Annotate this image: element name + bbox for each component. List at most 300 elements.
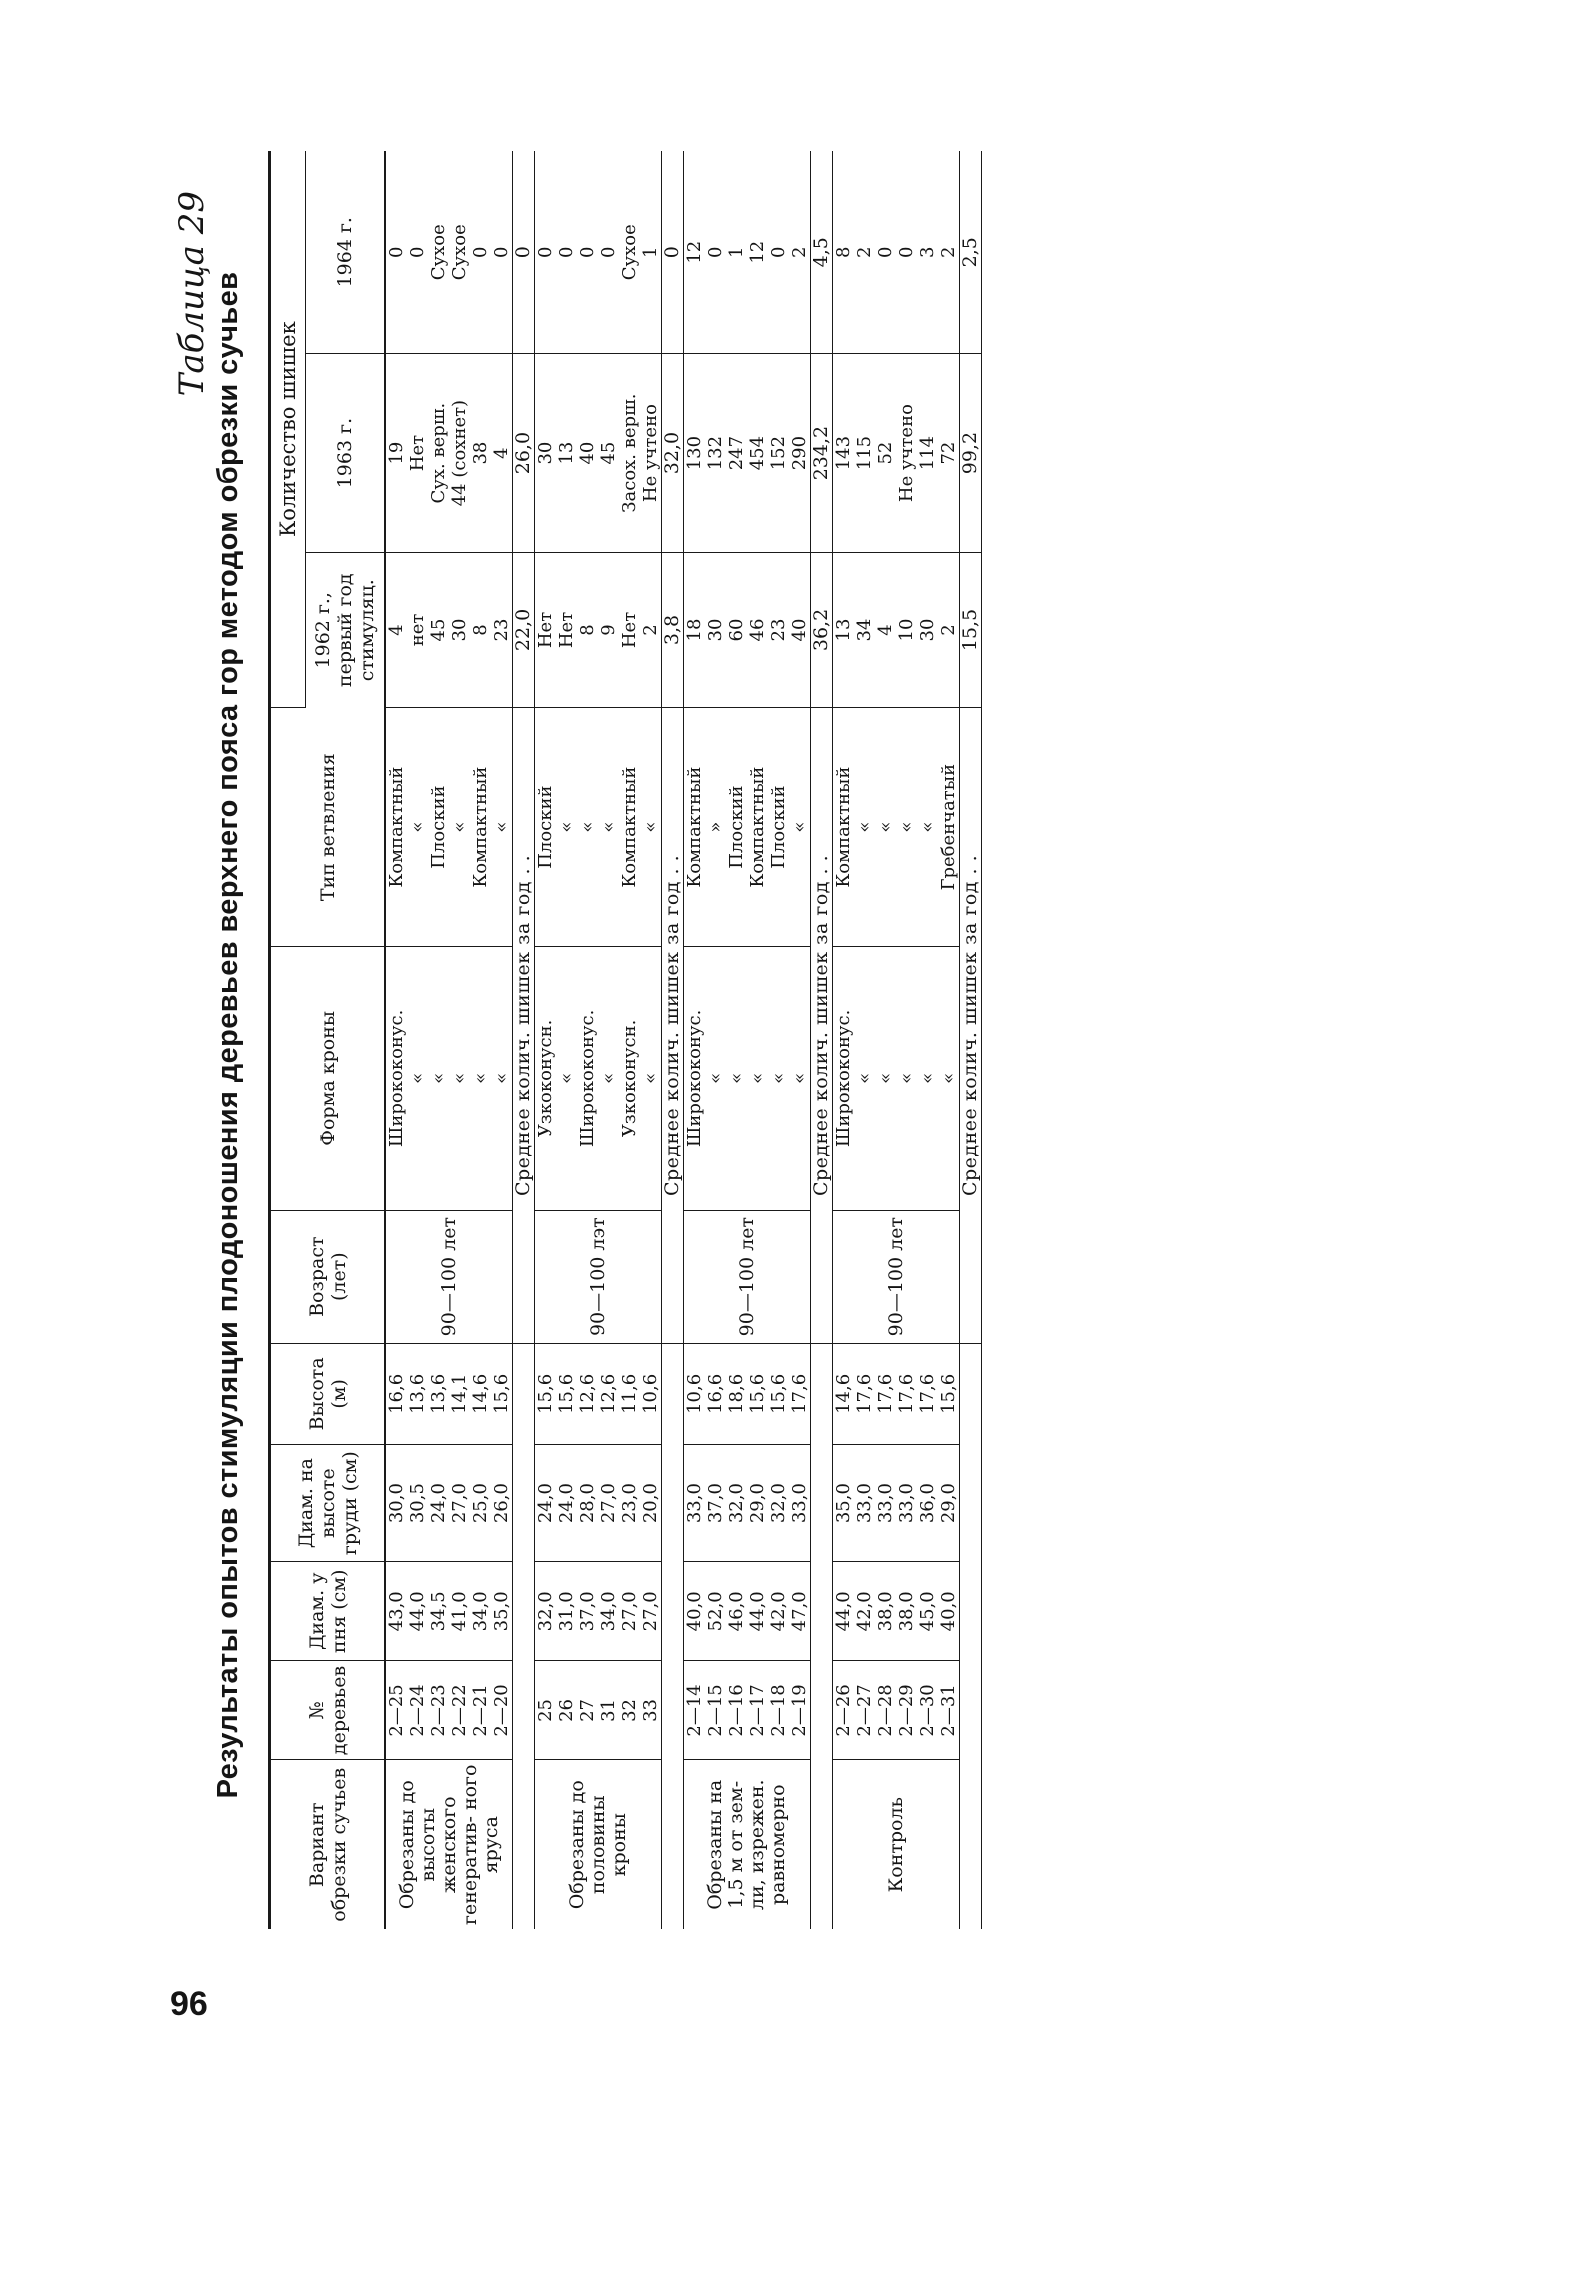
cell-value: Узкоконусн.: [535, 1019, 556, 1138]
cell-value: 143: [833, 435, 854, 471]
cell-value: 0: [470, 246, 491, 258]
cell-value: 33,0: [896, 1483, 917, 1524]
cell-value: 52: [875, 441, 896, 465]
cell-value: Ширококонус.: [386, 1009, 407, 1148]
cell-value: 14,1: [449, 1373, 470, 1414]
cell-value: Нет: [407, 434, 428, 472]
header-tree-no: № деревьев: [270, 1661, 386, 1760]
cell-value: 33,0: [854, 1483, 875, 1524]
cell-value: 290: [789, 435, 810, 471]
cell-value: Не учтено: [640, 404, 661, 503]
average-row-spacer: [960, 1343, 982, 1929]
cell-value: Плоский: [726, 785, 747, 869]
cell-value: Сухое: [619, 224, 640, 281]
cell-value: «: [896, 821, 917, 833]
crown-forms: [385, 947, 513, 1211]
average-row: [662, 151, 684, 1929]
cell-value: 2: [854, 246, 875, 258]
cell-value: 33,0: [789, 1483, 810, 1524]
cell-value: 30: [917, 618, 938, 642]
cell-value: 2—18: [768, 1684, 789, 1737]
cell-value: Компактный: [619, 766, 640, 888]
cell-value: 0: [577, 246, 598, 258]
cell-value: 44,0: [833, 1591, 854, 1632]
table-row: [535, 151, 662, 1929]
cell-value: 46: [747, 618, 768, 642]
cell-value: 2—26: [833, 1684, 854, 1737]
cell-value: 2—25: [386, 1684, 407, 1737]
cell-value: 0: [491, 246, 512, 258]
cell-value: 8: [470, 624, 491, 636]
cell-value: 2—20: [491, 1684, 512, 1737]
cell-value: 31: [598, 1698, 619, 1722]
cell-value: «: [875, 821, 896, 833]
cell-value: Ширококонус.: [684, 1009, 705, 1148]
cones-1962: [833, 552, 960, 707]
cell-value: 28,0: [577, 1483, 598, 1524]
cell-value: 40: [577, 441, 598, 465]
cell-value: 46,0: [726, 1591, 747, 1632]
cones-1964: [833, 151, 960, 354]
cell-value: 33,0: [875, 1483, 896, 1524]
average-value: 234,2: [811, 354, 833, 552]
tree-numbers: [535, 1661, 662, 1760]
cell-value: «: [789, 821, 810, 833]
cell-value: 2—17: [747, 1684, 768, 1737]
cell-value: 37,0: [705, 1483, 726, 1524]
cell-value: «: [491, 1072, 512, 1084]
cell-value: «: [449, 821, 470, 833]
cell-value: 40,0: [938, 1591, 959, 1632]
height-values: [385, 1343, 513, 1444]
cell-value: «: [938, 1072, 959, 1084]
cell-value: 0: [386, 246, 407, 258]
cell-value: 29,0: [938, 1483, 959, 1524]
cones-1962: [535, 552, 662, 707]
cell-value: Компактный: [747, 766, 768, 888]
cell-value: 24,0: [428, 1483, 449, 1524]
rotated-table-sheet: [170, 135, 1500, 1935]
cell-value: 8: [577, 624, 598, 636]
cell-value: 23,0: [619, 1483, 640, 1524]
cell-value: «: [917, 821, 938, 833]
cell-value: 12: [684, 240, 705, 264]
cell-value: Нет: [619, 611, 640, 649]
cell-value: 3: [917, 246, 938, 258]
cell-value: «: [556, 1072, 577, 1084]
tree-numbers: [833, 1661, 960, 1760]
cell-value: 33,0: [684, 1483, 705, 1524]
cell-value: 2—14: [684, 1684, 705, 1737]
average-label: Среднее колич. шишек за год . .: [662, 708, 684, 1343]
cell-value: 29,0: [747, 1483, 768, 1524]
header-1963: 1963 г.: [306, 354, 386, 552]
cell-value: 11,6: [619, 1373, 640, 1414]
cell-value: 27: [577, 1698, 598, 1722]
average-row: [811, 151, 833, 1929]
cell-value: Плоский: [535, 785, 556, 869]
cones-1964: [385, 151, 513, 354]
cell-value: 12,6: [598, 1373, 619, 1414]
cell-value: 31,0: [556, 1591, 577, 1632]
cell-value: 2—22: [449, 1684, 470, 1737]
cell-value: 16,6: [705, 1373, 726, 1414]
cell-value: 17,6: [789, 1373, 810, 1414]
cones-1964: [684, 151, 811, 354]
cell-value: 13: [556, 441, 577, 465]
cell-value: «: [428, 1072, 449, 1084]
cell-value: 2—21: [470, 1684, 491, 1737]
age-cell: 90—100 лет: [684, 1210, 811, 1343]
cell-value: 19: [386, 441, 407, 465]
cell-value: 10,6: [684, 1373, 705, 1414]
cell-value: Сух. верш.: [428, 402, 449, 504]
cell-value: 24,0: [556, 1483, 577, 1524]
table-title: Результаты опытов стимуляции плодоношения деревьев верхнего пояса гор методом обрезки сучьев: [212, 271, 244, 1799]
diam-base-values: [535, 1562, 662, 1661]
average-row-spacer: [811, 1343, 833, 1929]
height-values: [535, 1343, 662, 1444]
crown-forms: [684, 947, 811, 1211]
cell-value: 13,6: [407, 1373, 428, 1414]
average-row: [960, 151, 982, 1929]
diam-breast-values: [684, 1445, 811, 1562]
cell-value: 0: [407, 246, 428, 258]
diam-base-values: [385, 1562, 513, 1661]
cell-value: Компактный: [833, 766, 854, 888]
cell-value: Нет: [556, 611, 577, 649]
cell-value: 44,0: [747, 1591, 768, 1632]
cell-value: 27,0: [598, 1483, 619, 1524]
cell-value: 17,6: [854, 1373, 875, 1414]
height-values: [833, 1343, 960, 1444]
variant-label: Обрезаны на 1,5 м от зем- ли, изрежен. равномерно: [704, 1779, 789, 1911]
cell-value: 14,6: [833, 1373, 854, 1414]
average-value: 3,8: [662, 552, 684, 707]
cell-value: 38,0: [896, 1591, 917, 1632]
cell-value: 2—27: [854, 1684, 875, 1737]
cell-value: 25: [535, 1698, 556, 1722]
age-cell: 90—100 лет: [385, 1210, 513, 1343]
cell-value: 15,6: [938, 1373, 959, 1414]
cell-value: 72: [938, 441, 959, 465]
cell-value: 130: [684, 435, 705, 471]
cell-value: 45: [598, 441, 619, 465]
cell-value: «: [598, 821, 619, 833]
cell-value: «: [491, 821, 512, 833]
cell-value: 20,0: [640, 1483, 661, 1524]
cell-value: 4: [386, 624, 407, 636]
cell-value: «: [407, 821, 428, 833]
cell-value: 13: [833, 618, 854, 642]
cell-value: Гребенчатый: [938, 763, 959, 891]
diam-breast-values: [535, 1445, 662, 1562]
header-crown: Форма кроны: [270, 947, 386, 1211]
cell-value: Плоский: [428, 785, 449, 869]
tree-numbers: [684, 1661, 811, 1760]
cell-value: 32: [619, 1698, 640, 1722]
table-label: Таблица 29: [172, 191, 212, 397]
cell-value: «: [598, 1072, 619, 1084]
cell-value: 8: [833, 246, 854, 258]
average-value: 22,0: [513, 552, 535, 707]
cell-value: 2: [938, 624, 959, 636]
cell-value: 10,6: [640, 1373, 661, 1414]
header-diam-base: Диам. у пня (см): [270, 1562, 386, 1661]
average-row-spacer: [662, 1343, 684, 1929]
cell-value: 15,6: [491, 1373, 512, 1414]
tree-numbers: [385, 1661, 513, 1760]
age-cell: 90—100 лет: [833, 1210, 960, 1343]
cell-value: «: [640, 1072, 661, 1084]
cell-value: 12: [747, 240, 768, 264]
cell-value: Компактный: [470, 766, 491, 888]
cell-value: »: [705, 821, 726, 833]
branching-types: [535, 708, 662, 947]
cell-value: 0: [556, 246, 577, 258]
cell-value: «: [470, 1072, 491, 1084]
cell-value: «: [640, 821, 661, 833]
cones-1962: [684, 552, 811, 707]
average-value: 99,2: [960, 354, 982, 552]
cell-value: 2: [640, 624, 661, 636]
page-number: 96: [170, 1985, 208, 2023]
branching-types: [385, 708, 513, 947]
cones-1962: [385, 552, 513, 707]
cell-value: 45: [428, 618, 449, 642]
cell-value: 152: [768, 435, 789, 471]
cell-value: 30: [535, 441, 556, 465]
cell-value: 42,0: [854, 1591, 875, 1632]
cell-value: 23: [768, 618, 789, 642]
cell-value: 23: [491, 618, 512, 642]
cell-value: 10: [896, 618, 917, 642]
crown-forms: [535, 947, 662, 1211]
cell-value: 0: [875, 246, 896, 258]
cell-value: 18: [684, 618, 705, 642]
average-value: 15,5: [960, 552, 982, 707]
cell-value: 15,6: [747, 1373, 768, 1414]
cell-value: Не учтено: [896, 404, 917, 503]
cell-value: 454: [747, 435, 768, 471]
cell-value: «: [789, 1072, 810, 1084]
cell-value: 114: [917, 435, 938, 471]
cell-value: 30,0: [386, 1483, 407, 1524]
table-row: [385, 151, 513, 1929]
cell-value: 247: [726, 435, 747, 471]
cell-value: 2: [938, 246, 959, 258]
cell-value: 27,0: [640, 1591, 661, 1632]
cell-value: 32,0: [726, 1483, 747, 1524]
cell-value: 0: [705, 246, 726, 258]
header-age: Возраст (лет): [270, 1210, 386, 1343]
cell-value: 32,0: [768, 1483, 789, 1524]
cell-value: «: [768, 1072, 789, 1084]
cell-value: Нет: [535, 611, 556, 649]
cell-value: 2—29: [896, 1684, 917, 1737]
variant-label: Контроль: [884, 1797, 907, 1893]
header-cones-group: Количество шишек: [270, 151, 306, 708]
header-variant: Вариант обрезки сучьев: [270, 1760, 386, 1929]
average-label: Среднее колич. шишек за год . .: [513, 708, 535, 1343]
cell-value: 16,6: [386, 1373, 407, 1414]
average-label: Среднее колич. шишек за год . .: [960, 708, 982, 1343]
cell-value: Узкоконусн.: [619, 1019, 640, 1138]
cell-value: 17,6: [875, 1373, 896, 1414]
cell-value: «: [875, 1072, 896, 1084]
cell-value: 2—24: [407, 1684, 428, 1737]
diam-base-values: [833, 1562, 960, 1661]
cell-value: 47,0: [789, 1591, 810, 1632]
cell-value: 44,0: [407, 1591, 428, 1632]
cell-value: «: [705, 1072, 726, 1084]
cell-value: 17,6: [917, 1373, 938, 1414]
cell-value: «: [577, 821, 598, 833]
cell-value: 1: [726, 246, 747, 258]
cell-value: 132: [705, 435, 726, 471]
cell-value: 12,6: [577, 1373, 598, 1414]
cell-value: 17,6: [896, 1373, 917, 1414]
cell-value: Ширококонус.: [577, 1009, 598, 1148]
cell-value: 36,0: [917, 1483, 938, 1524]
diam-breast-values: [385, 1445, 513, 1562]
cell-value: 27,0: [449, 1483, 470, 1524]
branching-types: [833, 708, 960, 947]
cones-1963: [385, 354, 513, 552]
cell-value: 0: [896, 246, 917, 258]
cell-value: 52,0: [705, 1591, 726, 1632]
header-diam-breast: Диам. на высоте груди (см): [270, 1445, 386, 1562]
cell-value: 0: [598, 246, 619, 258]
cell-value: 41,0: [449, 1591, 470, 1632]
cell-value: 2—16: [726, 1684, 747, 1737]
cell-value: 32,0: [535, 1591, 556, 1632]
cell-value: 30,5: [407, 1483, 428, 1524]
cell-value: 40,0: [684, 1591, 705, 1632]
cell-value: 0: [768, 246, 789, 258]
cell-value: 34: [854, 618, 875, 642]
variant-label: Обрезаны до высоты женского генератив- ного яруса: [395, 1764, 502, 1925]
cell-value: 2—30: [917, 1684, 938, 1737]
cell-value: 30: [705, 618, 726, 642]
cell-value: Сухое: [428, 224, 449, 281]
table-row: [684, 151, 811, 1929]
header-1964: 1964 г.: [306, 151, 386, 354]
cell-value: 42,0: [768, 1591, 789, 1632]
cones-1963: [684, 354, 811, 552]
cell-value: «: [449, 1072, 470, 1084]
cell-value: 33: [640, 1698, 661, 1722]
cell-value: 2—23: [428, 1684, 449, 1737]
average-row-spacer: [513, 1343, 535, 1929]
cell-value: 34,5: [428, 1591, 449, 1632]
cell-value: 34,0: [470, 1591, 491, 1632]
cell-value: 44 (сохнет): [449, 399, 470, 507]
average-value: 0: [513, 151, 535, 354]
cell-value: 18,6: [726, 1373, 747, 1414]
average-value: 2,5: [960, 151, 982, 354]
cell-value: 38,0: [875, 1591, 896, 1632]
cell-value: «: [896, 1072, 917, 1084]
cell-value: Компактный: [684, 766, 705, 888]
cell-value: 38: [470, 441, 491, 465]
cell-value: 15,6: [768, 1373, 789, 1414]
results-table: [268, 151, 982, 1929]
average-value: 4,5: [811, 151, 833, 354]
cell-value: Сухое: [449, 224, 470, 281]
cones-1964: [535, 151, 662, 354]
cell-value: 26,0: [491, 1483, 512, 1524]
cell-value: 60: [726, 618, 747, 642]
cell-value: 4: [875, 624, 896, 636]
average-row: [513, 151, 535, 1929]
height-values: [684, 1343, 811, 1444]
header-1962: 1962 г., первый год стимуляц.: [306, 552, 386, 707]
average-value: 36,2: [811, 552, 833, 707]
table-body: [385, 151, 982, 1929]
crown-forms: [833, 947, 960, 1211]
cell-value: 15,6: [535, 1373, 556, 1414]
cell-value: 25,0: [470, 1483, 491, 1524]
cell-value: 35,0: [833, 1483, 854, 1524]
cell-value: Ширококонус.: [833, 1009, 854, 1148]
cell-value: 2—15: [705, 1684, 726, 1737]
cell-value: 4: [491, 447, 512, 459]
cell-value: Засох. верш.: [619, 393, 640, 513]
cell-value: 34,0: [598, 1591, 619, 1632]
cell-value: «: [407, 1072, 428, 1084]
cell-value: «: [854, 821, 875, 833]
cell-value: Плоский: [768, 785, 789, 869]
cell-value: 24,0: [535, 1483, 556, 1524]
cell-value: 40: [789, 618, 810, 642]
cell-value: 115: [854, 435, 875, 471]
variant-label: Обрезаны до половины кроны: [565, 1780, 630, 1910]
cell-value: 30: [449, 618, 470, 642]
cell-value: «: [747, 1072, 768, 1084]
cell-value: 2—31: [938, 1684, 959, 1737]
cell-value: 0: [535, 246, 556, 258]
diam-base-values: [684, 1562, 811, 1661]
cell-value: 13,6: [428, 1373, 449, 1414]
header-height: Высота (м): [270, 1343, 386, 1444]
cell-value: «: [917, 1072, 938, 1084]
cell-value: 35,0: [491, 1591, 512, 1632]
cell-value: 2—28: [875, 1684, 896, 1737]
table-row: [833, 151, 960, 1929]
cell-value: нет: [407, 613, 428, 647]
age-cell: 90—100 лэт: [535, 1210, 662, 1343]
average-value: 26,0: [513, 354, 535, 552]
cell-value: 15,6: [556, 1373, 577, 1414]
diam-breast-values: [833, 1445, 960, 1562]
average-value: 32,0: [662, 354, 684, 552]
cell-value: 37,0: [577, 1591, 598, 1632]
cell-value: 2—19: [789, 1684, 810, 1737]
cell-value: 43,0: [386, 1591, 407, 1632]
cell-value: 2: [789, 246, 810, 258]
cell-value: 1: [640, 246, 661, 258]
cell-value: 14,6: [470, 1373, 491, 1414]
cones-1963: [535, 354, 662, 552]
cell-value: 27,0: [619, 1591, 640, 1632]
cell-value: Компактный: [386, 766, 407, 888]
cell-value: «: [556, 821, 577, 833]
cell-value: 26: [556, 1698, 577, 1722]
average-value: 0: [662, 151, 684, 354]
branching-types: [684, 708, 811, 947]
cell-value: 9: [598, 624, 619, 636]
